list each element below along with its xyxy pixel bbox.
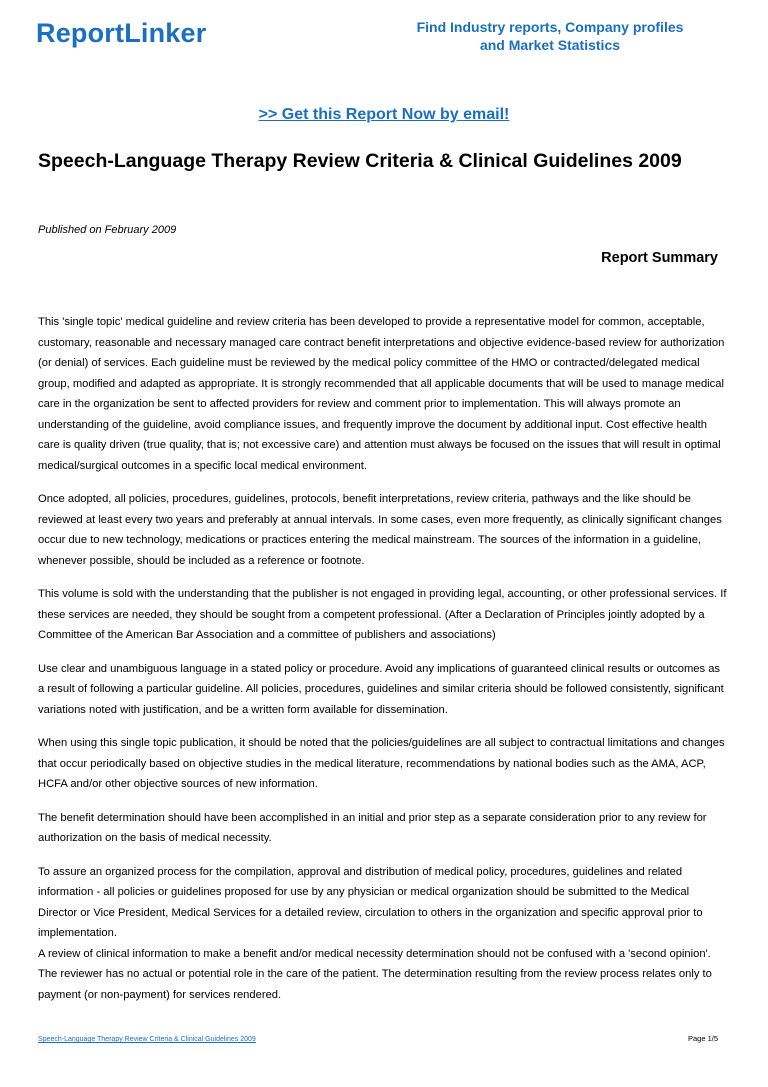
- footer-report-link[interactable]: Speech-Language Therapy Review Criteria & Clinical Guidelines 2009: [38, 1036, 256, 1043]
- report-title: Speech-Language Therapy Review Criteria & Clinical Guidelines 2009: [38, 150, 682, 172]
- summary-paragraph: This volume is sold with the understanding that the publisher is not engaged in providing legal, accounting, or other professional services. If these services are needed, they should be sought from a competent professional. (After a Declaration of Principles jointly adopted by a Committee of the American Bar Association and a committee of publishers and associations): [38, 588, 727, 641]
- get-report-link[interactable]: >> Get this Report Now by email!: [258, 106, 510, 123]
- report-summary-heading: Report Summary: [601, 250, 718, 266]
- summary-paragraph: Use clear and unambiguous language in a stated policy or procedure. Avoid any implications of guaranteed clinical results or outcomes as a result of following a particular guideline. All policies, procedures, guidelines and similar criteria should be followed consistently, significant variations noted with justification, and be a written form available for dissemination.: [38, 662, 724, 716]
- reportlinker-logo[interactable]: ReportLinker: [36, 18, 207, 48]
- summary-paragraph: Once adopted, all policies, procedures, guidelines, protocols, benefit interpretations, review criteria, pathways and the like should be reviewed at least every two years and preferably at annual intervals. In some cases, even more frequently, as clinically significant changes occur due to new technology, medications or practices entering the medical mainstream. The sources of the information in a guideline, whenever possible, should be included as a reference or footnote.: [38, 493, 722, 567]
- summary-paragraph: When using this single topic publication, it should be noted that the policies/guidelines are all subject to contractual limitations and changes that occur periodically based on objective studies in the medical literature, recommendations by national bodies such as the AMA, ACP, HCFA and/or other objective sources of new information.: [38, 737, 725, 790]
- summary-paragraph: The benefit determination should have been accomplished in an initial and prior step as a separate consideration prior to any review for authorization on the basis of medical necessity.: [38, 811, 707, 844]
- summary-paragraph: This 'single topic' medical guideline and review criteria has been developed to provide a representative model for common, acceptable, customary, reasonable and necessary managed care contract benefit interpretations and objective evidence-based review for authorization (or denial) of services. Each guideline must be reviewed by the medical policy committee of the HMO or contracted/delegated medical group, modified and adapted as appropriate. It is strongly recommended that all applicable documents that will be used to manage medical care in the organization be sent to affected providers for review and comment prior to implementation. This will always promote an understanding of the guideline, avoid compliance issues, and frequently improve the document by additional input. Cost effective health care is quality driven (true quality, that is; not excessive care) and attention must always be focused on the issues that will result in optimal medical/surgical outcomes in a specific local medical environment.: [38, 316, 725, 472]
- summary-paragraph: To assure an organized process for the compilation, approval and distribution of medical policy, procedures, guidelines and related information - all policies or guidelines proposed for use by any physician or medical organization should be submitted to the Medical Director or Vice President, Medical Services for a detailed review, circulation to others in the organization and specific approval prior to implementation.: [38, 865, 703, 939]
- summary-paragraph: A review of clinical information to make a benefit and/or medical necessity determination should not be confused with a 'second opinion'. The reviewer has no actual or potential role in the care of the patient. The determination resulting from the review process relates only to payment (or non-payment) for services rendered.: [38, 947, 712, 1001]
- published-date: Published on February 2009: [38, 224, 177, 236]
- page-number: Page 1/5: [687, 1034, 718, 1043]
- report-summary-body: [38, 312, 728, 1018]
- tagline-line-2: and Market Statistics: [479, 37, 621, 53]
- tagline-line-1: Find Industry reports, Company profiles: [416, 19, 684, 35]
- header-tagline: [400, 18, 700, 54]
